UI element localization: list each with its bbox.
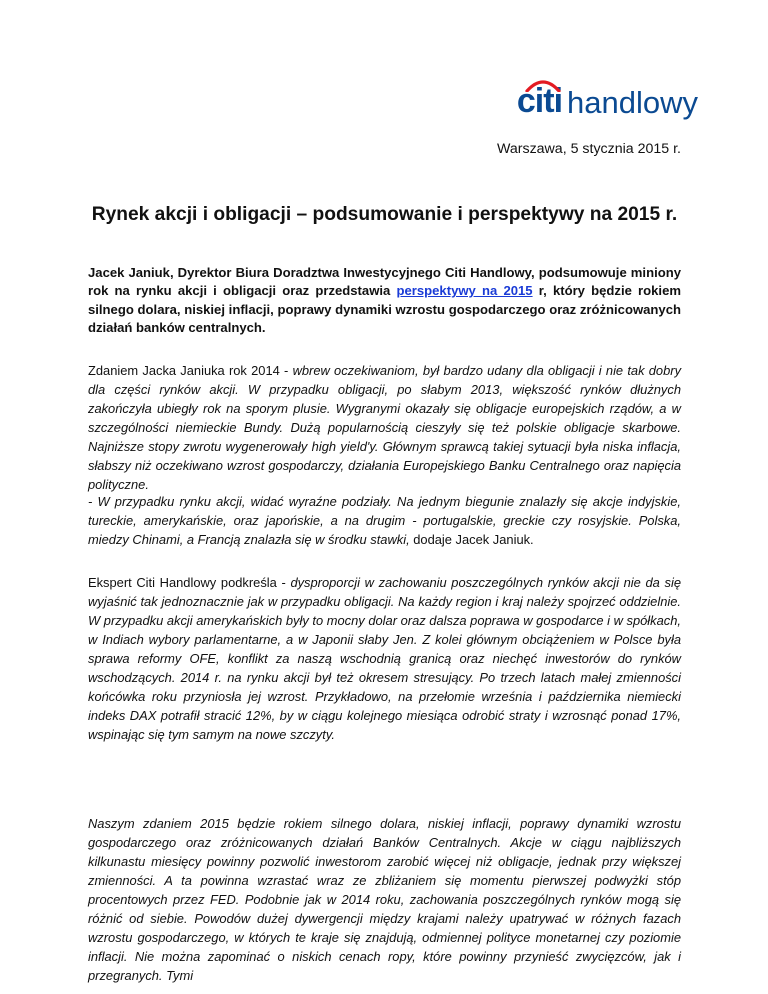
- document-title: Rynek akcji i obligacji – podsumowanie i perspektywy na 2015 r.: [91, 204, 678, 225]
- dateline: Warszawa, 5 stycznia 2015 r.: [497, 141, 681, 157]
- p2-quote-text: - W przypadku rynku akcji, widać wyraźne podziały. Na jednym biegunie znalazły się akcje indyjskie, tureckie, amerykańskie, oraz japońskie, a na drugim - portugalskie, greckie czy rosyjskie. Polska, miedzy Chinami, a Francją znalazła się w środku stawki,: [88, 494, 681, 547]
- p4-quote-text: Naszym zdaniem 2015 będzie rokiem silnego dolara, niskiej inflacji, poprawy dynamiki wzrostu gospodarczego oraz zróżnicowanych działań Banków Centralnych. Akcje w ciągu najbliższych kilkunastu miesięcy powinny pozwolić inwestorom zarobić więcej niż obligacje, jednak przy większej zmienności. A ta powinna wzrastać wraz ze zbliżaniem się momentu pierwszej podwyżki stóp procentowych przez FED. Podobnie jak w 2014 roku, zachowania poszczególnych rynków mogą się różnić od siebie. Powodów dużej dywergencji między krajami należy upatrywać w różnych fazach wzrostu gospodarczego, w których te kraje się znajdują, odmiennej polityce monetarnej czy poziomie inflacji. Nie można zapominać o niskich cenach ropy, które powinny przynieść zwycięzców, jak i przegranych. Tymi: [88, 816, 681, 983]
- paragraph-1: [88, 361, 681, 494]
- paragraph-4: [88, 814, 681, 985]
- logo-citi-text: citi: [516, 82, 563, 120]
- paragraph-2: [88, 492, 681, 549]
- lead-text-before: Jacek Janiuk, Dyrektor Biura Doradztwa Inwestycyjnego Citi Handlowy, podsumowuje miniony rok na rynku akcji i obligacji oraz przedstawia: [88, 265, 681, 299]
- p1-plain-text: Zdaniem Jacka Janiuka rok 2014 -: [88, 363, 293, 378]
- citi-handlowy-logo: [517, 70, 698, 118]
- p3-plain-text: Ekspert Citi Handlowy podkreśla -: [88, 575, 291, 590]
- p1-quote-text: wbrew oczekiwaniom, był bardzo udany dla obligacji i nie tak dobry dla części rynków akcji. W przypadku obligacji, po słabym 2013, większość rynków dłużnych zakończyła ubiegły rok na sporym plusie. Wygranymi okazały się obligacje europejskich rządów, a w szczególności niemieckie Bundy. Dużą popularnością cieszyły się też polskie obligacje skarbowe. Najniższe stopy zwrotu wygenerowały high yield'y. Głównym sprawcą takiej sytuacji była niska inflacja, słabszy niż oczekiwano wzrost gospodarczy, działania Europejskiego Banku Centralnego oraz napięcia polityczne.: [88, 363, 682, 492]
- logo-citi-wordmark: [517, 84, 562, 118]
- p3-quote-text: dysproporcji w zachowaniu poszczególnych rynków akcji nie da się wyjaśnić tak jednoznacznie jak w przypadku obligacji. Na każdy region i kraj należy spojrzeć oddzielnie. W przypadku akcji amerykańskich były to mocny dolar oraz dalsza poprawa w gospodarce i w spółkach, w Indiach wybory parlamentarne, a w Japonii słaby Jen. Z kolei głównym obciążeniem w Polsce była sprawa reformy OFE, konflikt za naszą wschodnią granicą oraz niechęć inwestorów do rynków wschodzących. 2014 r. na rynku akcji był też okresem stresujący. Po trzech latach małej zmienności końcówka roku przyniosła jej wzrost. Przykładowo, na przełomie września i października niemiecki indeks DAX potrafił stracić 12%, by w ciągu kolejnego miesiąca odrobić straty i wzrosnąć ponad 17%, wspinając się tym samym na nowe szczyty.: [88, 575, 681, 742]
- logo-arc-icon: [525, 76, 561, 92]
- p2-plain-text: dodaje Jacek Janiuk.: [409, 532, 534, 547]
- lead-text-after: r, który będzie rokiem silnego dolara, niskiej inflacji, poprawy dynamiki wzrostu gospodarczego oraz zróżnicowanych działań banków centralnych.: [88, 283, 681, 336]
- perspectives-link[interactable]: perspektywy na 2015: [396, 283, 533, 299]
- lead-paragraph: [88, 264, 681, 338]
- logo-handlowy-text: handlowy: [567, 85, 698, 120]
- paragraph-3: [88, 573, 681, 744]
